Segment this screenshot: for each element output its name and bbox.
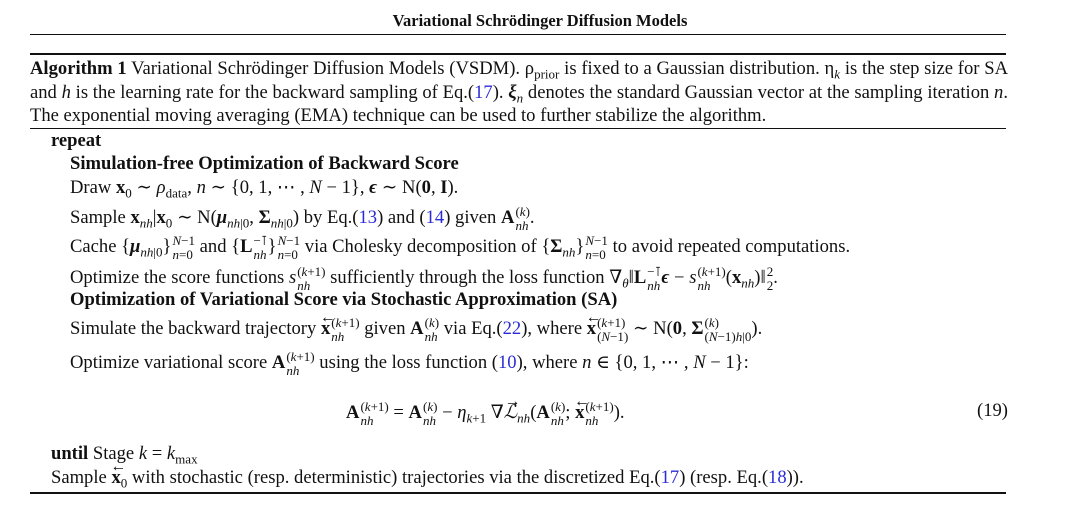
repeat-keyword: repeat [51, 130, 102, 151]
final-sample: Sample ← $x_0$ with stochastic (resp. deterministic) trajectories via the discretized Eq.(17) (resp. Eq.(18)). [51, 467, 804, 489]
equation-19: A (k+1) nh = A (k) nh − $\eta_{k+1}$ ∇→ ℒ$_{nh}$(A (k) nh ; ← x (k+1) nh ). [346, 400, 625, 427]
step-sample-forward: Sample $x_{nh}|x_0$ ∼ $N(\mu_{nh|0}$, $\Sigma_{nh|0}$) by Eq.(13) and (14) given A (k) nh . [70, 204, 535, 233]
eq-ref-18[interactable]: 18 [768, 467, 787, 488]
section-backward-score: Simulation-free Optimization of Backward Score [70, 153, 459, 174]
step-draw: Draw $x_0$ ∼ $\rho_{data}$, n ∼ {0, 1, ⋯ , N − 1}, ϵ ∼ N(0, I). [70, 177, 459, 201]
running-title: Variational Schrödinger Diffusion Models [392, 11, 688, 30]
section-variational-score: Optimization of Variational Score via Stochastic Approximation (SA) [70, 289, 618, 310]
header-rule [30, 34, 1006, 35]
step-simulate-backward: Simulate the backward trajectory ← x (k+1) nh given A (k) nh via Eq.(22), where ← x (k+1) (N−1) ∼ N(0, Σ (k) (N−1)h|0 ). [70, 316, 762, 343]
algorithm-top-rule [30, 53, 1006, 55]
algorithm-label: Algorithm 1 [30, 58, 127, 79]
until-clause: until Stage $k = k_{max}$ [51, 443, 198, 467]
algorithm-caption-rule [30, 128, 1006, 129]
step-optimize-score: Optimize the score functions s (k+1) nh sufficiently through the loss function $\nabla_\theta‖L$ −⊺ nh ϵ − s (k+1) nh $(x_{nh})‖$ 2 2 . [70, 264, 778, 293]
eq-ref-22[interactable]: 22 [502, 317, 522, 339]
eq-ref-17b[interactable]: 17 [660, 467, 680, 488]
eq-ref-10[interactable]: 10 [498, 351, 517, 373]
step-optimize-variational: Optimize variational score A (k+1) nh using the loss function (10), where n ∈ {0, 1, ⋯ , N − 1}: [70, 349, 749, 378]
step-cache: Cache $\{\mu_{nh|0}\}$ N−1 n=0 and {L −⊺ nh } N−1 n=0 via Cholesky decomposition of $\{\Sigma_{nh}\}$ N−1 n=0 to avoid repeated computations. [70, 233, 851, 262]
algorithm-caption: Algorithm 1 Variational Schrödinger Diffusion Models (VSDM). $\rho_{prior}$ is fixed to a Gaussian distribution. $\eta_k$ is the step size for SA and h is the learning rate for the backward sampling of Eq.(17). $\xi_n$ denotes the standard Gaussian vector at the sampling iteration n. The exponential moving averaging (EMA) technique can be used to further stabilize the algorithm. [30, 58, 1009, 127]
algorithm-bottom-rule [30, 492, 1006, 494]
equation-number: (19) [977, 400, 1008, 421]
eq-ref-14[interactable]: 14 [425, 206, 445, 228]
eq-ref-13[interactable]: 13 [358, 206, 378, 228]
eq-ref-17[interactable]: 17 [474, 81, 493, 103]
